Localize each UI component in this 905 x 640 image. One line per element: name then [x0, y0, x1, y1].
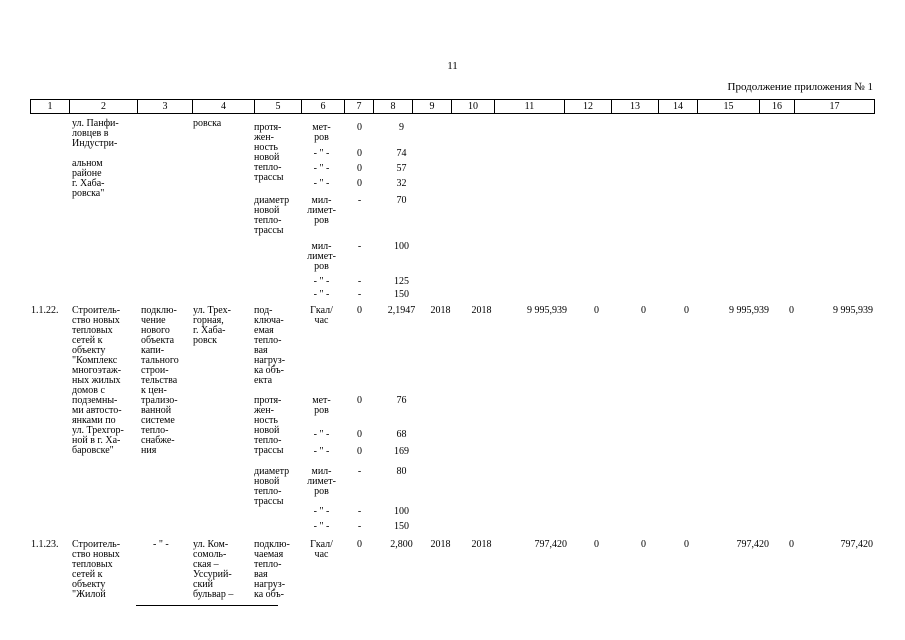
unit-cell: мил- лимет- ров [307, 466, 336, 497]
address-cell: ровска [193, 118, 222, 129]
row-number: 1.1.22. [31, 305, 59, 316]
amount-cell: 0 [684, 539, 689, 550]
year-cell: 2018 [430, 539, 451, 550]
value-cell: 100 [394, 506, 409, 517]
column-header: 11 [495, 100, 565, 114]
value-cell: 76 [396, 395, 407, 406]
indicator-cell: протя- жен- ность новой тепло- трассы [254, 395, 284, 456]
underline-divider [136, 605, 278, 606]
address-cell: ул. Трех- горная, г. Хаба- ровск [193, 305, 231, 346]
unit-cell: мет- ров [312, 395, 331, 416]
column-header: 6 [302, 100, 345, 114]
indicator-cell: диаметр новой тепло- трассы [254, 195, 290, 236]
unit-cell: - " - [313, 289, 330, 300]
unit-cell: - " - [313, 148, 330, 159]
amount-cell: 797,420 [534, 539, 567, 550]
value-cell: 2,1947 [387, 305, 416, 316]
value-cell: 2,800 [390, 539, 413, 550]
value-cell: 68 [396, 429, 407, 440]
indicator-cell: подклю- чаемая тепло- вая нагруз- ка объ- [254, 539, 290, 600]
year-cell: 2018 [471, 539, 492, 550]
value-cell: 9 [399, 122, 404, 133]
value-cell: - [357, 506, 362, 517]
unit-cell: - " - [313, 178, 330, 189]
purpose-cell: подклю- чение нового объекта капи- тального строи- тельства к цен- трализо- ванной системе тепло- снабже- ния [141, 305, 179, 456]
indicator-cell: диаметр новой тепло- трассы [254, 466, 290, 507]
amount-cell: 0 [684, 305, 689, 316]
column-number-row [31, 100, 875, 114]
column-header: 13 [612, 100, 659, 114]
value-cell: 0 [357, 429, 362, 440]
amount-cell: 9 995,939 [729, 305, 769, 316]
unit-cell: Гкал/ час [310, 305, 333, 326]
column-header: 14 [659, 100, 698, 114]
value-cell: - [357, 466, 362, 477]
value-cell: 0 [357, 122, 362, 133]
amount-cell: 0 [641, 305, 646, 316]
value-cell: 80 [396, 466, 407, 477]
amount-cell: 0 [594, 305, 599, 316]
value-cell: - [357, 289, 362, 300]
column-header: 12 [565, 100, 612, 114]
value-cell: 0 [357, 163, 362, 174]
object-name-cell: Строитель- ство новых тепловых сетей к объекту "Комплекс многоэтаж- ных жилых домов с подземны- ми автосто- янками по ул. Трехгор- ной в г. Ха- баровске" [72, 305, 124, 456]
value-cell: 150 [394, 289, 409, 300]
column-header: 15 [698, 100, 760, 114]
value-cell: 0 [357, 178, 362, 189]
address-cell: ул. Ком- сомоль- ская – Уссурий- ский бульвар – [193, 539, 234, 600]
column-header: 9 [413, 100, 452, 114]
value-cell: - [357, 276, 362, 287]
value-cell: 70 [396, 195, 407, 206]
unit-cell: - " - [313, 276, 330, 287]
unit-cell: - " - [313, 163, 330, 174]
row-number: 1.1.23. [31, 539, 59, 550]
value-cell: 125 [394, 276, 409, 287]
object-name-cell: ул. Панфи- ловцев в Индустри- альном районе г. Хаба- ровска" [72, 118, 119, 199]
value-cell: - [357, 521, 362, 532]
continuation-note: Продолжение приложения № 1 [727, 81, 873, 93]
year-cell: 2018 [471, 305, 492, 316]
value-cell: 0 [357, 446, 362, 457]
value-cell: 0 [357, 539, 362, 550]
unit-cell: - " - [313, 446, 330, 457]
value-cell: - [357, 195, 362, 206]
column-header: 10 [452, 100, 495, 114]
column-header: 4 [193, 100, 255, 114]
column-header: 7 [345, 100, 374, 114]
indicator-cell: протя- жен- ность новой тепло- трассы [254, 122, 284, 183]
unit-cell: - " - [313, 506, 330, 517]
amount-cell: 0 [594, 539, 599, 550]
value-cell: 57 [396, 163, 407, 174]
indicator-cell: под- ключа- емая тепло- вая нагруз- ка объ- екта [254, 305, 286, 386]
amount-cell: 0 [789, 539, 794, 550]
column-header: 8 [374, 100, 413, 114]
amount-cell: 797,420 [840, 539, 873, 550]
column-header: 5 [255, 100, 302, 114]
column-header: 16 [760, 100, 795, 114]
value-cell: 0 [357, 305, 362, 316]
value-cell: 0 [357, 395, 362, 406]
value-cell: - [357, 241, 362, 252]
unit-cell: мил- лимет- ров [307, 241, 336, 272]
amount-cell: 0 [789, 305, 794, 316]
value-cell: 169 [394, 446, 409, 457]
value-cell: 100 [394, 241, 409, 252]
year-cell: 2018 [430, 305, 451, 316]
value-cell: 150 [394, 521, 409, 532]
object-name-cell: Строитель- ство новых тепловых сетей к объекту "Жилой [72, 539, 121, 600]
unit-cell: Гкал/ час [310, 539, 333, 560]
amount-cell: 0 [641, 539, 646, 550]
value-cell: 74 [396, 148, 407, 159]
value-cell: 0 [357, 148, 362, 159]
purpose-cell: - " - [153, 539, 169, 550]
value-cell: 32 [396, 178, 407, 189]
column-header: 2 [70, 100, 138, 114]
column-header: 1 [31, 100, 70, 114]
unit-cell: мил- лимет- ров [307, 195, 336, 226]
unit-cell: - " - [313, 521, 330, 532]
amount-cell: 9 995,939 [527, 305, 567, 316]
amount-cell: 797,420 [736, 539, 769, 550]
column-header: 3 [138, 100, 193, 114]
page-number: 11 [447, 60, 458, 72]
amount-cell: 9 995,939 [833, 305, 873, 316]
column-header-table [30, 99, 875, 114]
unit-cell: - " - [313, 429, 330, 440]
unit-cell: мет- ров [312, 122, 331, 143]
column-header: 17 [795, 100, 875, 114]
